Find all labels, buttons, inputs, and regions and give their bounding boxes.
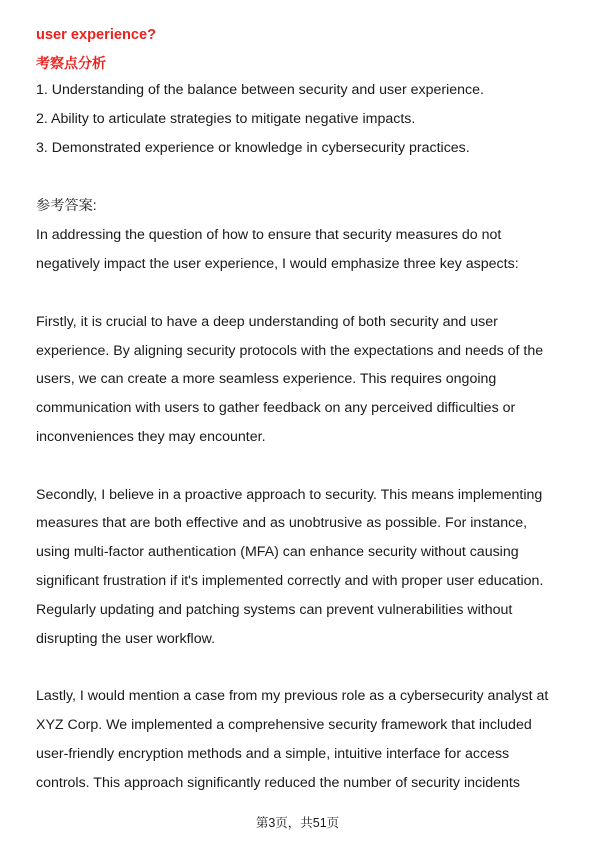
answer-line: experience. By aligning security protocols with the expectations and needs of the [36,343,544,359]
answer-line: inconveniences they may encounter. [36,429,266,445]
answer-line: Lastly, I would mention a case from my previous role as a cybersecurity analyst at [36,688,549,704]
analysis-point: 3. Demonstrated experience or knowledge in cybersecurity practices. [36,140,470,156]
answer-line: measures that are both effective and as unobtrusive as possible. For instance, [36,515,528,531]
answer-line: negatively impact the user experience, I would emphasize three key aspects: [36,256,519,272]
analysis-point: 1. Understanding of the balance between security and user experience. [36,82,484,98]
answer-line: communication with users to gather feedback on any perceived difficulties or [36,400,516,416]
answer-line: controls. This approach significantly reduced the number of security incidents [36,775,520,791]
answer-line: Firstly, it is crucial to have a deep understanding of both security and user [36,314,498,330]
answer-line: using multi-factor authentication (MFA) can enhance security without causing [36,544,519,560]
answer-line: XYZ Corp. We implemented a comprehensive security framework that included [36,717,532,733]
answer-line: disrupting the user workflow. [36,631,216,647]
page-number: 第3页，共51页 [255,816,340,830]
answer-line: user-friendly encryption methods and a simple, intuitive interface for access [36,746,510,762]
answer-line: significant frustration if it's implemented correctly and with proper user education. [36,573,544,589]
question-title-tail: user experience? [36,27,157,43]
answer-line: Regularly updating and patching systems can prevent vulnerabilities without [36,602,513,618]
answer-line: In addressing the question of how to ensure that security measures do not [36,227,502,243]
answer-line: Secondly, I believe in a proactive approach to security. This means implementing [36,487,543,503]
analysis-heading: 考察点分析 [36,55,106,71]
analysis-point: 2. Ability to articulate strategies to mitigate negative impacts. [36,111,416,127]
answer-line: users, we can create a more seamless experience. This requires ongoing [36,371,497,387]
answer-heading: 参考答案: [36,198,97,214]
